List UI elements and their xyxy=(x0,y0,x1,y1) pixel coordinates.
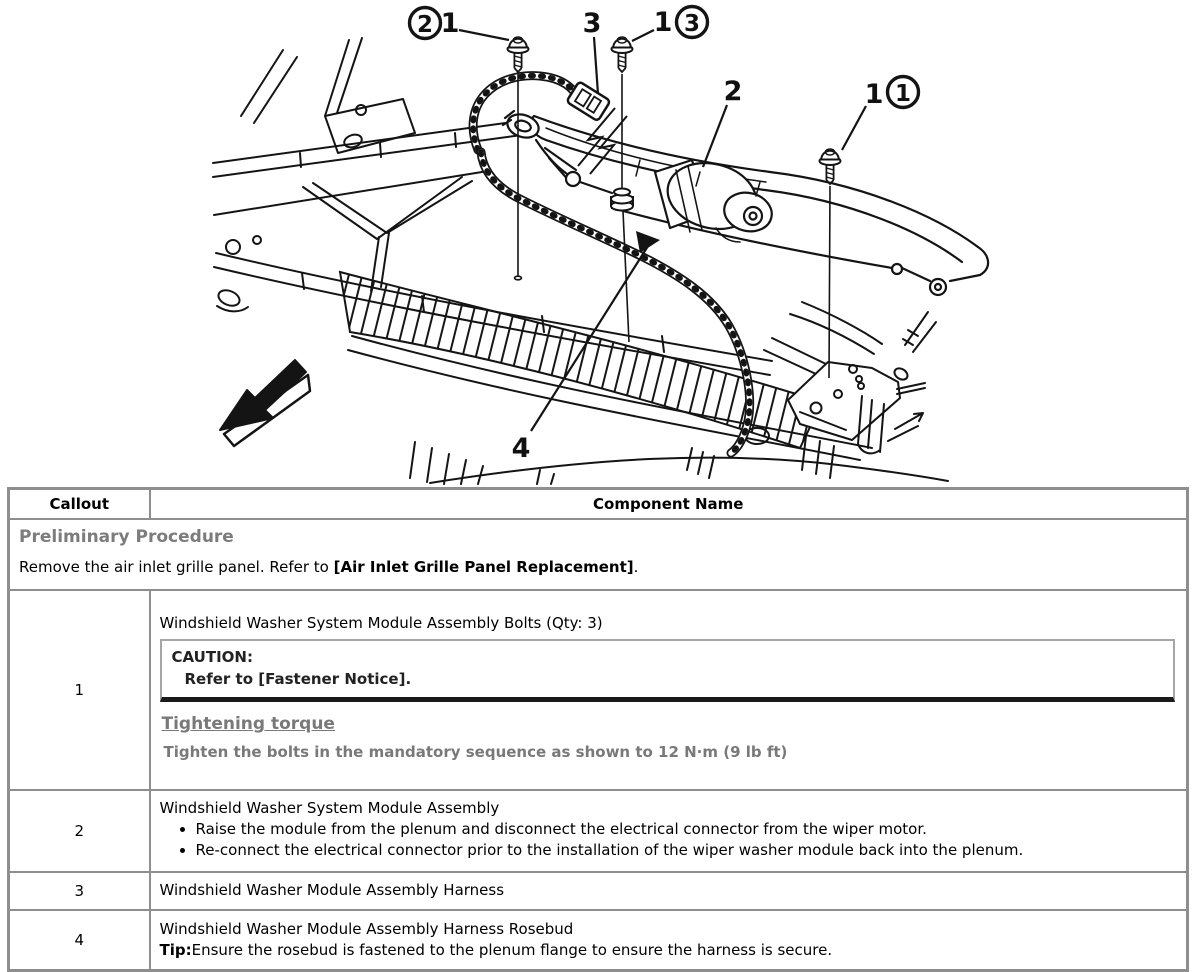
wiper-module-assembly xyxy=(503,111,988,295)
component-name-column-header: Component Name xyxy=(150,489,1188,520)
caution-box xyxy=(160,639,1176,702)
component-table xyxy=(7,487,1189,972)
component-table-wrapper xyxy=(7,487,1189,972)
tip-text: Ensure the rosebud is fastened to the plenum flange to ensure the harness is secure. xyxy=(191,940,833,959)
caution-title: CAUTION: xyxy=(171,648,253,667)
caution-text-suffix: . xyxy=(405,670,412,689)
row4-tip xyxy=(160,941,1178,959)
row2-component-name: Windshield Washer System Module Assembly xyxy=(159,799,500,818)
callout-harness-clip: 3 xyxy=(582,8,602,39)
mounting-bolt-right xyxy=(820,149,841,184)
sequence-badge-left: 2 xyxy=(416,12,434,38)
row1-component-name: Windshield Washer System Module Assembly Bolts (Qty: 3) xyxy=(159,614,603,633)
module-grommet xyxy=(611,189,633,211)
callout-bolt-left: 1 xyxy=(440,8,460,39)
callout-cell-2: 2 xyxy=(9,790,150,872)
row4-component-name: Windshield Washer Module Assembly Harness Rosebud xyxy=(159,919,574,938)
list-item: • Re-connect the electrical connector prior to the installation of the wiper washer module back into the plenum. xyxy=(196,841,1178,859)
preliminary-procedure-row xyxy=(9,519,1188,590)
mounting-plate-area xyxy=(764,302,936,478)
table-row-2 xyxy=(9,790,1188,872)
fastener-notice-link[interactable]: [Fastener Notice] xyxy=(258,670,406,689)
air-inlet-grille-panel-replacement-link[interactable]: [Air Inlet Grille Panel Replacement] xyxy=(333,558,634,576)
direction-arrow-icon xyxy=(220,360,310,446)
caution-text-prefix: Refer to xyxy=(184,670,259,689)
row3-component-name: Windshield Washer Module Assembly Harness xyxy=(159,881,505,900)
callout-bolt-right: 1 xyxy=(864,79,884,110)
callout-module: 2 xyxy=(723,76,743,107)
mounting-bolt-left xyxy=(508,37,529,72)
table-header-row xyxy=(9,489,1188,520)
list-item: • Raise the module from the plenum and disconnect the electrical connector from the wiper motor. xyxy=(196,820,1178,838)
sequence-badge-right: 1 xyxy=(894,81,912,107)
preliminary-procedure-text xyxy=(19,557,1177,579)
callout-rosebud: 4 xyxy=(511,433,531,464)
table-row-3 xyxy=(9,872,1188,910)
callout-cell-1: 1 xyxy=(9,590,150,790)
row2-instructions-list xyxy=(160,820,1178,859)
callout-column-header: Callout xyxy=(9,489,150,520)
callout-cell-4: 4 xyxy=(9,910,150,971)
harness-rosebud xyxy=(636,231,660,253)
tightening-torque-text: Tighten the bolts in the mandatory sequence as shown to 12 N·m (9 lb ft) xyxy=(163,743,788,762)
callout-cell-3: 3 xyxy=(9,872,150,910)
preliminary-text-prefix: Remove the air inlet grille panel. Refer to xyxy=(19,558,334,576)
preliminary-procedure-title: Preliminary Procedure xyxy=(19,527,234,547)
table-row-4 xyxy=(9,910,1188,971)
mounting-bolt-mid xyxy=(612,37,633,72)
callout-bolt-mid: 1 xyxy=(653,7,673,38)
wiper-module-illustration xyxy=(0,0,1196,484)
sequence-badge-mid: 3 xyxy=(683,11,701,37)
preliminary-text-suffix: . xyxy=(633,558,639,576)
tip-label: Tip: xyxy=(159,940,192,959)
tightening-torque-heading: Tightening torque xyxy=(161,714,335,735)
break-mark xyxy=(578,108,627,174)
wiper-module-diagram xyxy=(0,0,1196,484)
table-row-1 xyxy=(9,590,1188,790)
